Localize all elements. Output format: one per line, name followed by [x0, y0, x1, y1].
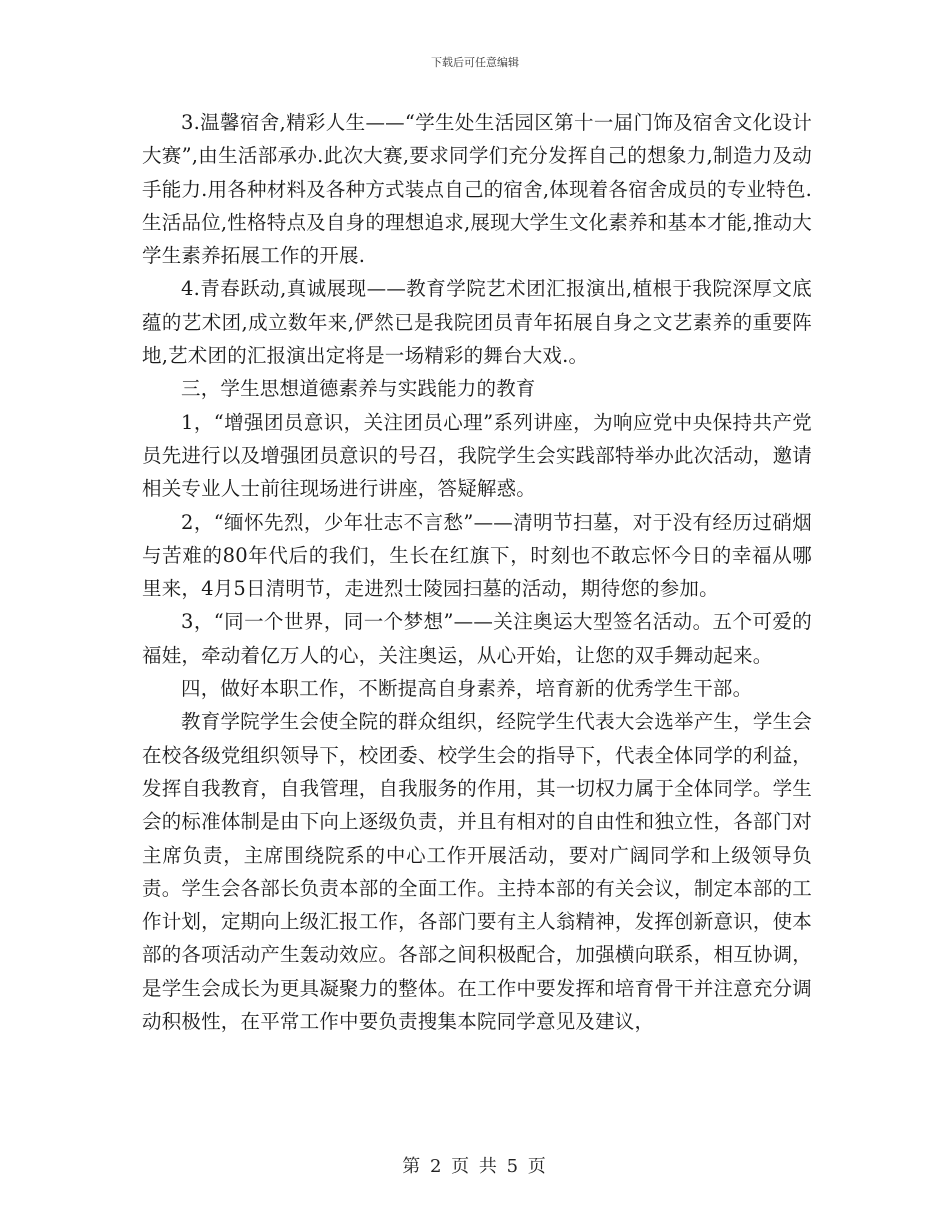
paragraph-olympics: 3，“同一个世界，同一个梦想”——关注奥运大型签名活动。五个可爱的福娃，牵动着亿万人的心，关注奥运，从心开始，让您的双手舞动起来。 — [142, 610, 812, 667]
section-heading-4: 四，做好本职工作，不断提高自身素养，培育新的优秀学生干部。 — [181, 677, 753, 701]
paragraph-student-union: 教育学院学生会使全院的群众组织，经院学生代表大会选举产生，学生会在校各级党组织领导下，校团委、校学生会的指导下，代表全体同学的利益，发挥自我教育，自我管理，自我服务的作用，其一切权力属于全体同学。学生会的标准体制是由下向上逐级负责，并且有相对的自由性和独立性，各部门对主席负责，主席围绕院系的中心工作开展活动，要对广阔同学和上级领导负责。学生会各部长负责本部的全面工作。主持本部的有关会议，制定本部的工作计划，定期向上级汇报工作，各部门要有主人翁精神，发挥创新意识，使本部的各项活动产生轰动效应。各部之间积极配合，加强横向联系，相互协调，是学生会成长为更具凝聚力的整体。在工作中要发挥和培育骨干并注意充分调动积极性，在平常工作中要负责搜集本院同学意见及建议， — [142, 710, 812, 1034]
paragraph-dorm-contest: 3.温馨宿舍,精彩人生——“学生处生活园区第十一届门饰及宿舍文化设计大赛”,由生活部承办.此次大赛,要求同学们充分发挥自己的想象力,制造力及动手能力.用各种材料及各种方式装点自己的宿舍,体现着各宿舍成员的专业特色.生活品位,性格特点及自身的理想追求,展现大学生文化素养和基本才能,推动大学生素养拓展工作的开展. — [142, 111, 812, 268]
section-heading-3: 三，学生思想道德素养与实践能力的教育 — [181, 377, 536, 401]
page-header: 下载后可任意编辑 — [431, 56, 519, 69]
paragraph-qingming: 2，“缅怀先烈，少年壮志不言愁”——清明节扫墓，对于没有经历过硝烟与苦难的80年代后的我们，生长在红旗下，时刻也不敢忘怀今日的幸福从哪里来，4月5日清明节，走进烈士陵园扫墓的活动，期待您的参加。 — [142, 510, 812, 601]
page-number: 第 2 页 共 5 页 — [402, 1156, 548, 1177]
paragraph-lecture-series: 1，“增强团员意识，关注团员心理”系列讲座，为响应党中央保持共产党员先进行以及增强团员意识的号召，我院学生会实践部特举办此次活动，邀请相关专业人士前往现场进行讲座，答疑解惑。 — [142, 410, 812, 501]
paragraph-art-troupe: 4.青春跃动,真诚展现——教育学院艺术团汇报演出,植根于我院深厚文底蕴的艺术团,成立数年来,俨然已是我院团员青年拓展自身之文艺素养的重要阵地,艺术团的汇报演出定将是一场精彩的舞台大戏.。 — [142, 277, 812, 368]
document-body — [142, 106, 812, 1038]
